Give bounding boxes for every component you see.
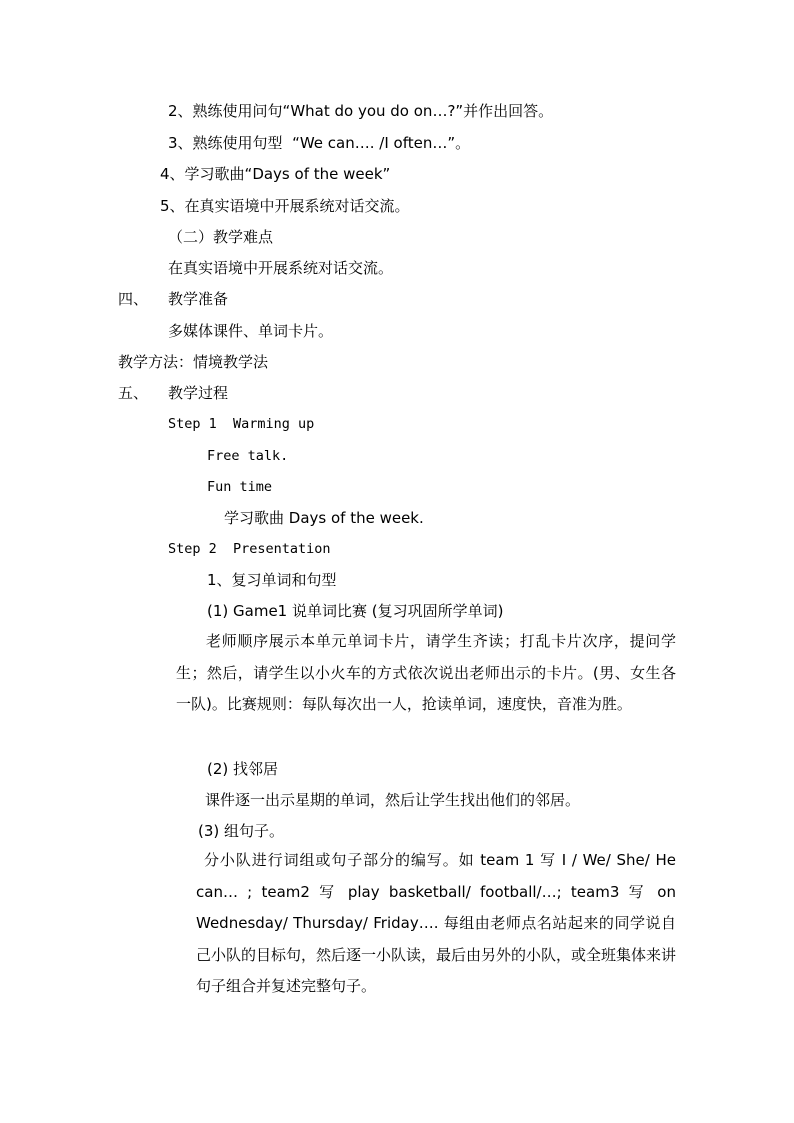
section-5-number: 五、 [118,384,149,402]
objective-5: 5、在真实语境中开展系统对话交流。 [160,197,410,215]
difficulty-heading: （二）教学难点 [168,228,274,246]
section-4-title: 教学准备 [168,290,229,308]
game1-heading: (1) Game1 说单词比赛 (复习巩固所学单词) [207,602,504,620]
objective-3: 3、熟练使用句型 “We can…. /I often…”。 [168,134,471,152]
objective-2: 2、熟练使用问句“What do you do on…?”并作出回答。 [168,102,554,120]
fun-time: Fun time [207,479,273,495]
preparation-text: 多媒体课件、单词卡片。 [168,322,334,340]
neighbor-description: 课件逐一出示星期的单词，然后让学生找出他们的邻居。 [205,791,581,809]
game1-description: 老师顺序展示本单元单词卡片，请学生齐读；打乱卡片次序，提问学生；然后，请学生以小火车的方式依次说出老师出示的卡片。(男、女生各一队)。比赛规则：每队每次出一人，抢读单词，速度快，音准为胜。 [176,632,676,713]
difficulty-text: 在真实语境中开展系统对话交流。 [168,259,394,277]
section-4-number: 四、 [118,290,149,308]
song-line: 学习歌曲 Days of the week. [224,509,424,527]
teaching-method: 教学方法：情境教学法 [118,353,269,371]
section-5-title: 教学过程 [168,384,229,402]
free-talk: Free talk. [207,448,289,464]
step-1-heading: Step 1 Warming up [168,416,315,432]
review-heading: 1、复习单词和句型 [207,571,337,589]
step-2-heading: Step 2 Presentation [168,541,331,557]
sentence-description: 分小队进行词组或句子部分的编写。如 team 1 写 I / We/ She/ He can… ; team2 写 play basketball/ football/…; team3 写 on Wednesday/ Thursday/ Friday…. 每组由老师点名站起来的同学说自己小队的目标句，然后逐一小队读，最后由另外的小队，或全班集体来讲句子组合并复述完整句子。 [196,851,677,995]
objective-4: 4、学习歌曲“Days of the week” [160,165,391,183]
neighbor-heading: (2) 找邻居 [207,760,279,778]
sentence-heading: (3) 组句子。 [198,822,285,840]
